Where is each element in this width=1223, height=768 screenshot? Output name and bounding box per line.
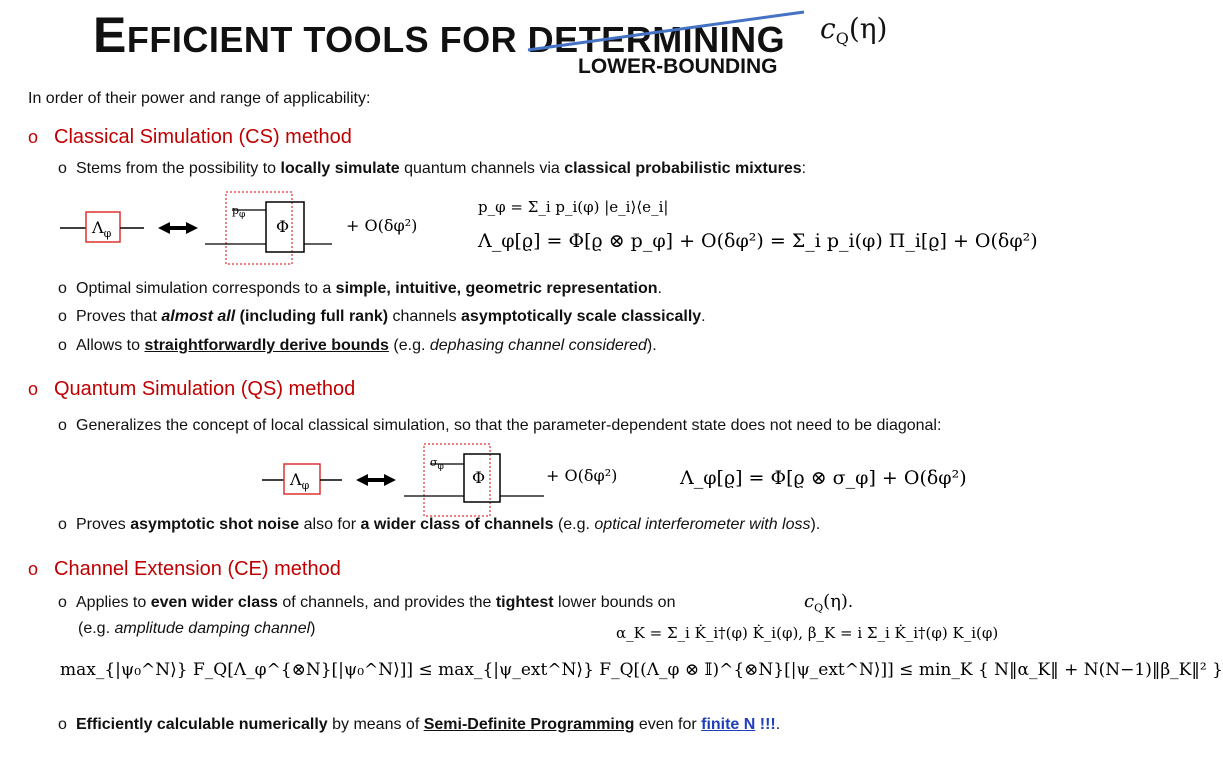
- section-heading-ce: o Channel Extension (CE) method: [28, 558, 341, 580]
- ce-item-1-line2: (e.g. amplitude damping channel): [78, 620, 316, 637]
- cs-item-1: o Stems from the possibility to locally simulate quantum channels via classical probabilistic mixtures:: [58, 160, 807, 177]
- cs-item-3: o Proves that almost all (including full rank) channels asymptotically scale classically.: [58, 308, 706, 325]
- qs-item-1: o Generalizes the concept of local classical simulation, so that the parameter-dependent state does not need to be diagonal:: [58, 417, 942, 434]
- qs-item-2: o Proves asymptotic shot noise also for a wider class of channels (e.g. optical interferometer with loss).: [58, 516, 821, 533]
- strikethrough-line: [520, 8, 810, 58]
- section-heading-qs: o Quantum Simulation (QS) method: [28, 378, 356, 400]
- cs-lambda-label: $\Lambda_\varphi$: [92, 218, 112, 241]
- ce-equation-main: max_{|ψ₀^N⟩} F_Q[Λ_φ^{⊗N}[|ψ₀^N⟩]] ≤ max_{|ψ_ext^N⟩} F_Q[(Λ_φ ⊗ 𝕀)^{⊗N}[|ψ_ext^N⟩]] ≤ min_K { N‖α_K‖ + N(N−1)‖β_K‖² }: [60, 660, 1223, 680]
- cs-plus-o: + O(δφ²): [346, 216, 418, 235]
- cs-equation-2: Λ_φ[ϱ] = Φ[ϱ ⊗ p_φ] + O(δφ²) = Σ_i p_i(φ) Π_i[ϱ] + O(δφ²): [478, 230, 1038, 252]
- cs-equation-1: p_φ = Σ_i p_i(φ) |e_i⟩⟨e_i|: [478, 198, 669, 216]
- ce-item-2: o Efficiently calculable numerically by means of Semi-Definite Programming even for finite N !!!.: [58, 716, 781, 733]
- intro-text: In order of their power and range of applicability:: [28, 90, 371, 107]
- cs-item-4: o Allows to straightforwardly derive bounds (e.g. dephasing channel considered).: [58, 337, 657, 354]
- slide-subtitle: LOWER-BOUNDING: [578, 55, 778, 78]
- ce-equation-top: α_K = Σ_i K̇_i†(φ) K̇_i(φ), β_K = i Σ_i K̇_i†(φ) K_i(φ): [616, 624, 999, 642]
- cs-item-2: o Optimal simulation corresponds to a simple, intuitive, geometric representation.: [58, 280, 662, 297]
- qs-equation: Λ_φ[ϱ] = Φ[ϱ ⊗ σ_φ] + O(δφ²): [680, 467, 967, 489]
- ce-item-1: o Applies to even wider class of channels, and provides the tightest lower bounds on: [58, 594, 676, 611]
- section-heading-cs: o Classical Simulation (CS) method: [28, 126, 352, 148]
- cs-phi-label: Φ: [276, 217, 290, 236]
- qs-sigma-label: $\sigma_\varphi$: [430, 456, 444, 473]
- qs-phi-label: Φ: [472, 468, 486, 487]
- qs-plus-o: + O(δφ²): [546, 466, 618, 485]
- title-cq-symbol: $c_Q(\eta)$: [820, 12, 888, 48]
- slide-title: EFFICIENT TOOLS FOR DETERMINING: [93, 7, 786, 63]
- qs-lambda-label: $\Lambda_\varphi$: [290, 470, 310, 493]
- finite-n-link[interactable]: finite N: [701, 716, 756, 733]
- cs-p-phi-label: $p_\varphi$: [232, 204, 246, 221]
- ce-cq-symbol: $c_Q(\eta)$.: [804, 591, 853, 615]
